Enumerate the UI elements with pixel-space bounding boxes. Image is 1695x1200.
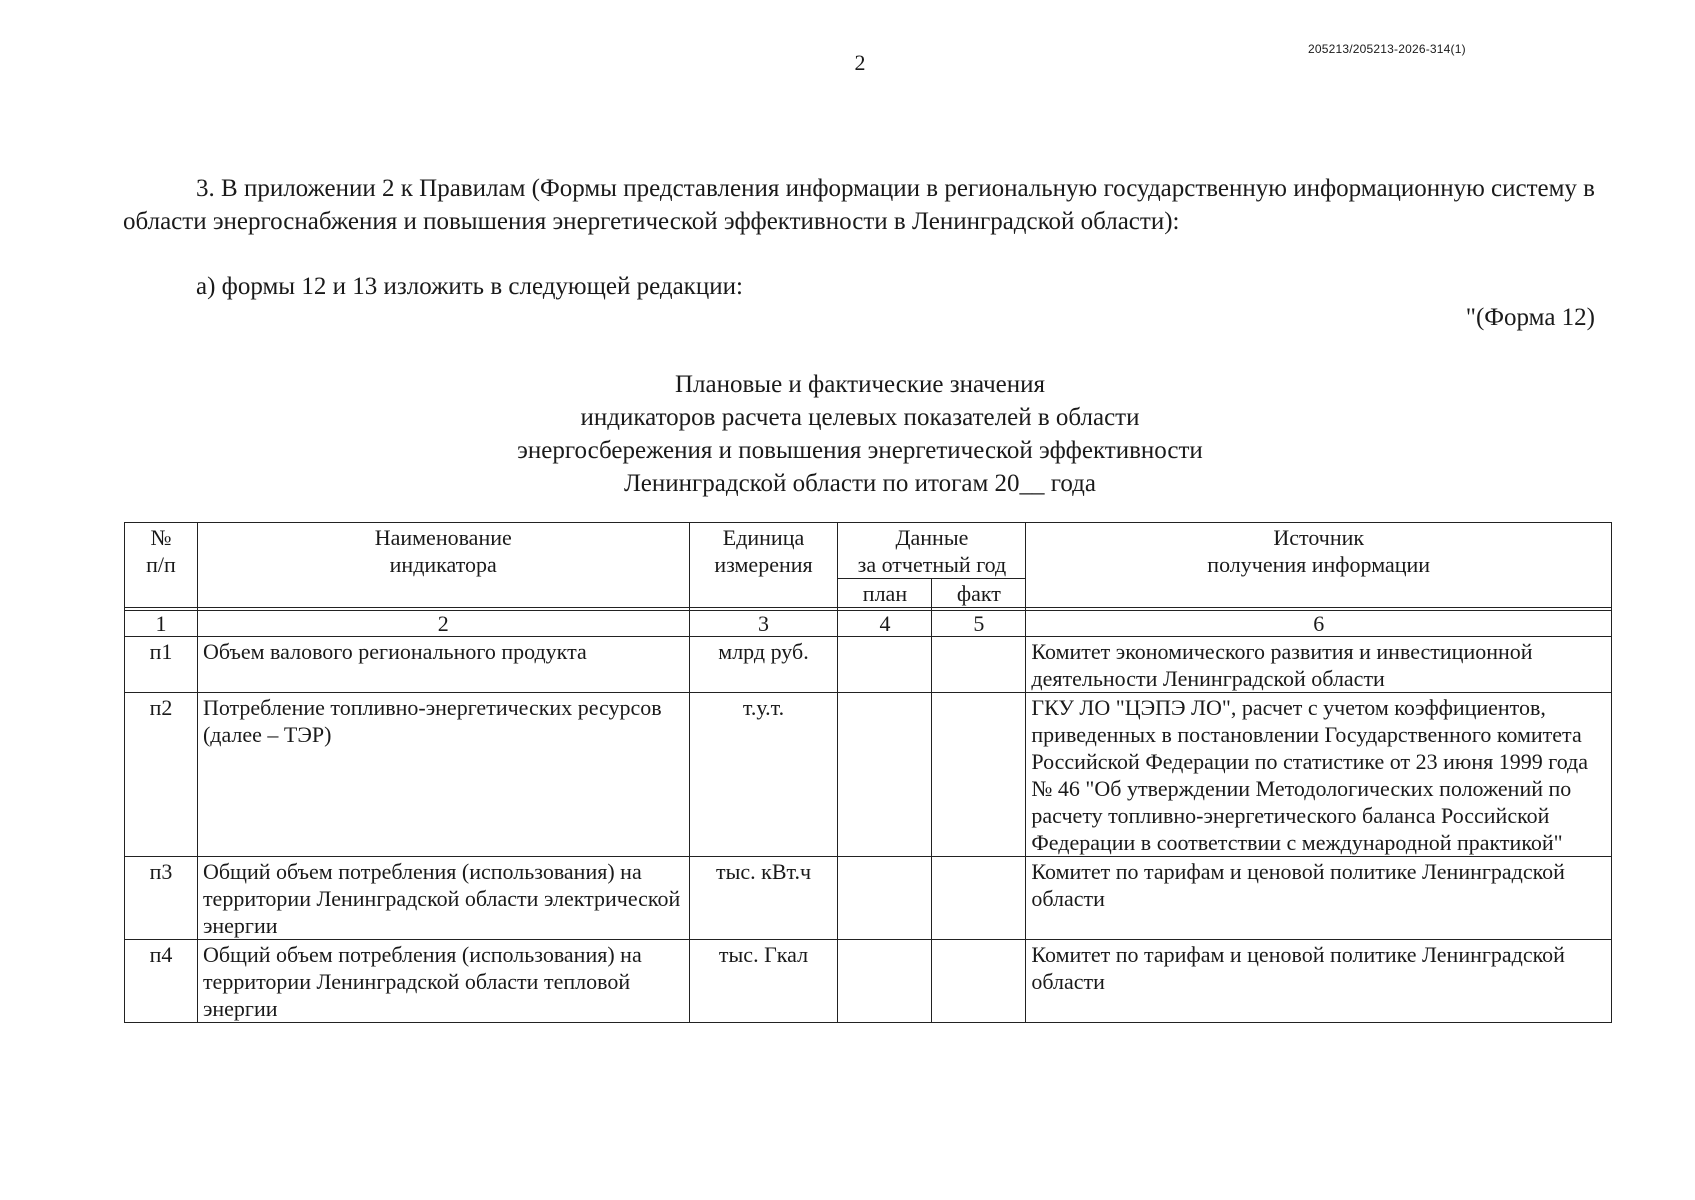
header-source-line-2: получения информации bbox=[1207, 552, 1431, 577]
paragraph-subitem-a: а) формы 12 и 13 изложить в следующей редакции: bbox=[196, 273, 743, 300]
row-name: Объем валового регионального продукта bbox=[197, 637, 689, 693]
row-fact bbox=[932, 637, 1026, 693]
row-num: п3 bbox=[125, 857, 198, 940]
table-row bbox=[125, 857, 1612, 940]
header-unit-line-1: Единица bbox=[722, 525, 805, 550]
document-id: 205213/205213-2026-314(1) bbox=[1308, 42, 1466, 56]
row-num: п1 bbox=[125, 637, 198, 693]
row-fact bbox=[932, 693, 1026, 857]
header-unit bbox=[689, 523, 838, 608]
row-name: Общий объем потребления (использования) на территории Ленинградской области тепловой энергии bbox=[197, 940, 689, 1023]
row-source: Комитет экономического развития и инвестиционной деятельности Ленинградской области bbox=[1026, 637, 1612, 693]
header-source-line-1: Источник bbox=[1273, 525, 1365, 550]
row-name: Потребление топливно-энергетических ресурсов (далее – ТЭР) bbox=[197, 693, 689, 857]
row-plan bbox=[838, 940, 932, 1023]
column-number: 5 bbox=[932, 611, 1026, 637]
table-title bbox=[0, 368, 1695, 500]
header-data-line-1: Данные bbox=[895, 525, 969, 550]
header-num-line-1: № bbox=[150, 525, 172, 550]
row-unit: млрд руб. bbox=[689, 637, 838, 693]
row-unit: тыс. кВт.ч bbox=[689, 857, 838, 940]
header-plan: план bbox=[838, 579, 932, 608]
column-number: 6 bbox=[1026, 611, 1612, 637]
column-number: 1 bbox=[125, 611, 198, 637]
row-fact bbox=[932, 857, 1026, 940]
page-number: 2 bbox=[854, 50, 866, 75]
indicators-table bbox=[124, 522, 1612, 1023]
table-row bbox=[125, 940, 1612, 1023]
column-number: 2 bbox=[197, 611, 689, 637]
row-unit: т.у.т. bbox=[689, 693, 838, 857]
table-row bbox=[125, 693, 1612, 857]
table-row bbox=[125, 637, 1612, 693]
header-data-line-2: за отчетный год bbox=[857, 552, 1007, 577]
title-line-2: индикаторов расчета целевых показателей в области bbox=[580, 404, 1140, 431]
title-line-1: Плановые и фактические значения bbox=[674, 371, 1046, 398]
title-line-3: энергосбережения и повышения энергетической эффективности bbox=[517, 437, 1203, 464]
row-unit: тыс. Гкал bbox=[689, 940, 838, 1023]
column-number-row bbox=[125, 611, 1612, 637]
row-num: п4 bbox=[125, 940, 198, 1023]
row-num: п2 bbox=[125, 693, 198, 857]
title-line-4: Ленинградской области по итогам 20__ года bbox=[623, 470, 1096, 497]
header-unit-line-2: измерения bbox=[714, 552, 813, 577]
header-num-line-2: п/п bbox=[146, 552, 176, 577]
header-name bbox=[197, 523, 689, 608]
row-source: Комитет по тарифам и ценовой политике Ленинградской области bbox=[1026, 940, 1612, 1023]
header-name-line-1: Наименование bbox=[374, 525, 512, 550]
header-fact: факт bbox=[932, 579, 1026, 608]
header-num bbox=[125, 523, 198, 608]
row-plan bbox=[838, 637, 932, 693]
column-number: 4 bbox=[838, 611, 932, 637]
row-name: Общий объем потребления (использования) на территории Ленинградской области электрической энергии bbox=[197, 857, 689, 940]
row-fact bbox=[932, 940, 1026, 1023]
row-plan bbox=[838, 857, 932, 940]
header-row-1 bbox=[125, 523, 1612, 579]
row-source: Комитет по тарифам и ценовой политике Ленинградской области bbox=[1026, 857, 1612, 940]
row-source: ГКУ ЛО "ЦЭПЭ ЛО", расчет с учетом коэффициентов, приведенных в постановлении Государственного комитета Российской Федерации по статистике от 23 июня 1999 года № 46 "Об утверждении Методологических положений по расчету топливно-энергетического баланса Российской Федерации в соответствии с международной практикой" bbox=[1026, 693, 1612, 857]
form-label: "(Форма 12) bbox=[1465, 304, 1595, 331]
header-data bbox=[838, 523, 1026, 579]
header-name-line-2: индикатора bbox=[389, 552, 497, 577]
row-plan bbox=[838, 693, 932, 857]
column-number: 3 bbox=[689, 611, 838, 637]
paragraph-amendment: 3. В приложении 2 к Правилам (Формы представления информации в региональную государственную информационную систему в области энергоснабжения и повышения энергетической эффективности в Ленинградской области): bbox=[123, 175, 1595, 235]
header-source bbox=[1026, 523, 1612, 608]
